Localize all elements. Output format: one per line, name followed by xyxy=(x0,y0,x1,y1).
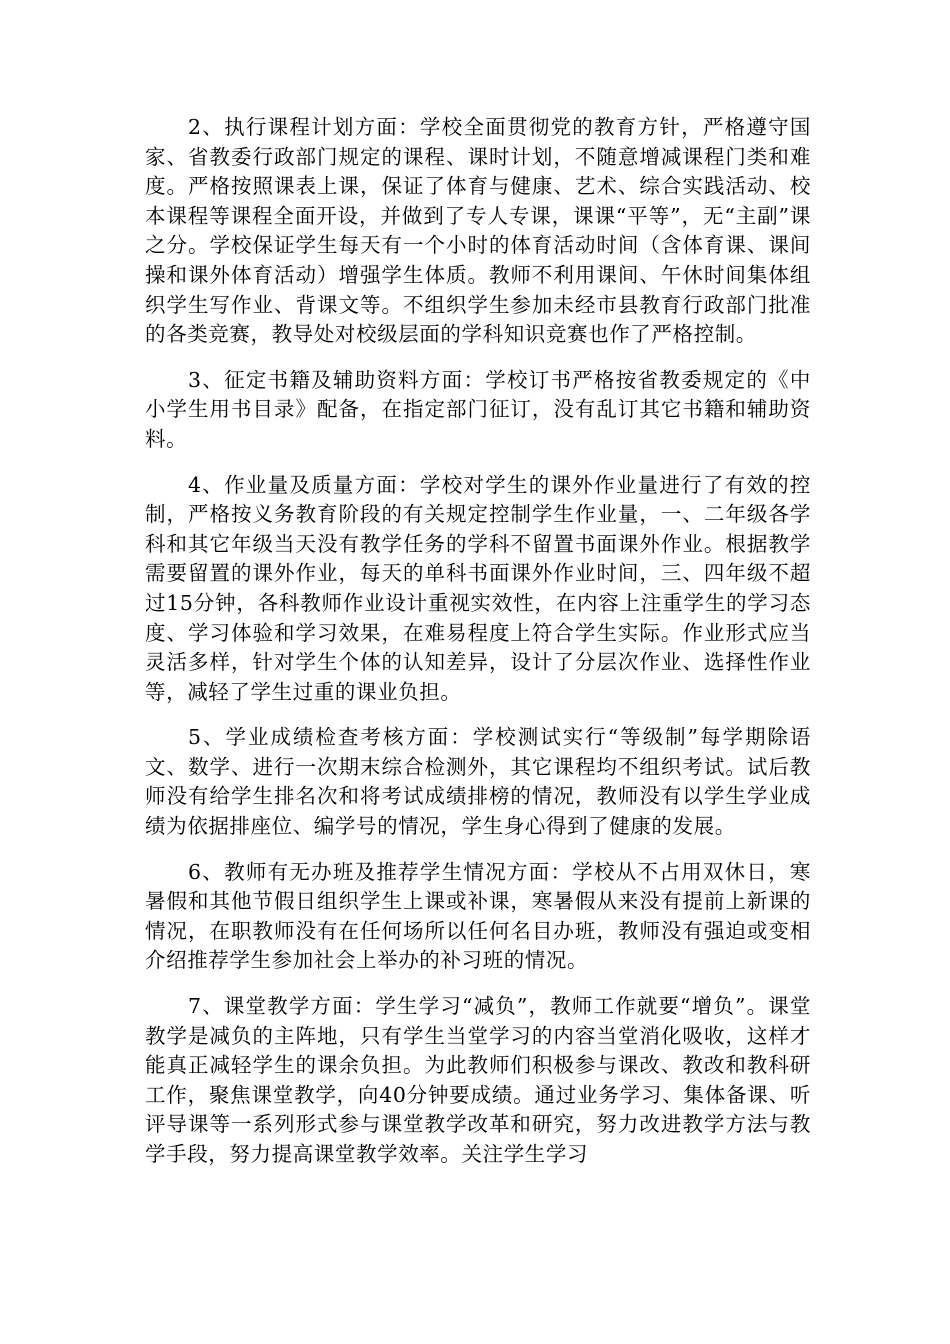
paragraph-tutoring-classes: 6、教师有无办班及推荐学生情况方面：学校从不占用双休日，寒暑假和其他节假日组织学生上课或补课，寒暑假从来没有提前上新课的情况，在职教师没有在任何场所以任何名目办班，教师没有强迫或变相介绍推荐学生参加社会上举办的补习班的情况。 xyxy=(145,859,811,973)
document-body xyxy=(145,113,811,1186)
paragraph-classroom-teaching: 7、课堂教学方面：学生学习“减负”，教师工作就要“增负”。课堂教学是减负的主阵地，只有学生当堂学习的内容当堂消化吸收，这样才能真正减轻学生的课余负担。为此教师们积极参与课改、教改和教科研工作，聚焦课堂教学，向40分钟要成绩。通过业务学习、集体备课、听评导课等一系列形式参与课堂教学改革和研究，努力改进教学方法与教学手段，努力提高课堂教学效率。关注学生学习 xyxy=(145,994,811,1166)
paragraph-course-plan: 2、执行课程计划方面：学校全面贯彻党的教育方针，严格遵守国家、省教委行政部门规定的课程、课时计划，不随意增减课程门类和难度。严格按照课表上课，保证了体育与健康、艺术、综合实践活动、校本课程等课程全面开设，并做到了专人专课，课课“平等”，无“主副”课之分。学校保证学生每天有一个小时的体育活动时间（含体育课、课间操和课外体育活动）增强学生体质。教师不利用课间、午休时间集体组织学生写作业、背课文等。不组织学生参加未经市县教育行政部门批准的各类竞赛，教导处对校级层面的学科知识竞赛也作了严格控制。 xyxy=(145,115,811,347)
paragraph-assessment: 5、学业成绩检查考核方面：学校测试实行“等级制”每学期除语文、数学、进行一次期末综合检测外，其它课程均不组织考试。试后教师没有给学生排名次和将考试成绩排榜的情况，教师没有以学生学业成绩为依据排座位、编学号的情况，学生身心得到了健康的发展。 xyxy=(145,725,811,839)
paragraph-homework: 4、作业量及质量方面：学校对学生的课外作业量进行了有效的控制，严格按义务教育阶段的有关规定控制学生作业量，一、二年级各学科和其它年级当天没有教学任务的学科不留置书面课外作业。根据教学需要留置的课外作业，每天的单科书面课外作业时间，三、四年级不超过15分钟，各科教师作业设计重视实效性，在内容上注重学生的学习态度、学习体验和学习效果，在难易程度上符合学生实际。作业形式应当灵活多样，针对学生个体的认知差异，设计了分层次作业、选择性作业等，减轻了学生过重的课业负担。 xyxy=(145,472,811,704)
paragraph-books-materials: 3、征定书籍及辅助资料方面：学校订书严格按省教委规定的《中小学生用书目录》配备，在指定部门征订，没有乱订其它书籍和辅助资料。 xyxy=(145,367,811,451)
